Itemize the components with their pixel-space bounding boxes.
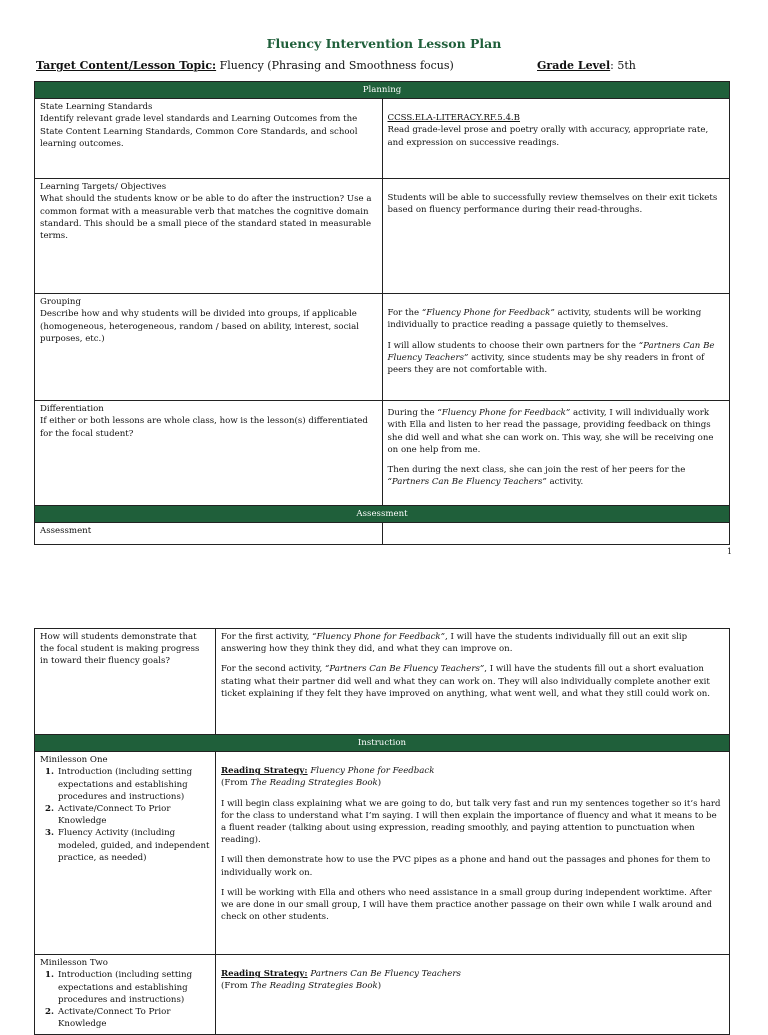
text-run: , I will have the students individually fill out an exit slip answering how they think they did, and what they can improve on. [221,632,688,655]
text-run: activity, I will individually work with Ella and listen to her read the passage, providing feedback on things she did well and what she can work on. This way, she will be receiving one on one help from me. [387,408,714,455]
minilesson-one-label: Minilesson One [40,755,108,766]
targets-label-cell [35,179,383,294]
strategy-source [221,980,724,992]
minilesson-one-paragraph: I will then demonstrate how to use the PVC pipes as a phone and hand out the passages and phones for them to individually work on. [221,855,711,878]
minilesson-two-label-cell [35,955,216,1035]
minilesson-two-label: Minilesson Two [40,958,108,969]
text-run: ) [377,981,382,992]
grade-level: Grade Level: 5th [537,59,636,72]
strategy-name: Fluency Phone for Feedback [310,766,435,777]
assessment-content [382,523,730,545]
standard-code-link[interactable]: CCSS.ELA-LITERACY.RF.5.4.B [387,113,520,124]
standards-label-cell [35,99,383,179]
strategy-line [221,765,724,777]
demonstrate-paragraph-2 [221,663,724,700]
minilesson-two-steps [40,969,210,1030]
targets-text: Students will be able to successfully review themselves on their exit tickets based on fluency performance during their read-throughs. [387,193,718,216]
activity-name: “Fluency Phone for Feedback” [437,408,571,419]
text-run: ) [377,778,382,789]
minilesson-one-content [216,752,730,955]
standards-row [35,99,730,179]
text-run: activity, since students may be shy readers in front of peers they are not comfortable with. [387,352,705,376]
activity-name: “Partners Can Be Fluency Teachers” [387,477,547,488]
page-title: Fluency Intervention Lesson Plan [266,36,502,51]
planning-band-label: Planning [35,82,730,99]
grouping-content [382,294,730,401]
minilesson-one-steps [40,766,210,864]
step-item: 3. Fluency Activity (including modeled, guided, and independent practice, as needed) [57,827,210,864]
minilesson-one-row [35,752,730,955]
activity-name: “Fluency Phone for Feedback” [312,632,446,642]
text-run: During the [387,408,438,419]
topic-label: Target Content/Lesson Topic: [36,59,217,72]
text-run: , I will have the students fill out a short evaluation stating what their partner did well and what they can work on. They will also individually complete another exit ticket explaining if they felt they have improved on anything, what went well, and what they still could work on. [221,664,711,699]
differentiation-content [382,401,730,506]
targets-label: Learning Targets/ Objectives [40,182,167,193]
differentiation-label: Differentiation [40,404,104,415]
text-run: activity. [546,477,584,488]
standard-text: Read grade-level prose and poetry orally with accuracy, appropriate rate, and expression on successive readings. [387,125,709,148]
minilesson-one-label-cell [35,752,216,955]
standards-content [382,99,730,179]
grouping-paragraph-2 [388,340,725,377]
step-item: 2. Activate/Connect To Prior Knowledge [57,803,210,827]
minilesson-one-paragraph: I will begin class explaining what we are going to do, but talk very fast and run my sentences together so it’s hard for the class to understand what I’m saying. I will then explain the importance of fluency and what it means to be a fluent reader (talking about using expression, reading smoothly, and paying attention to punctuation when reading). [221,798,721,846]
activity-name: “Partners Can Be Fluency Teachers” [324,664,485,675]
activity-name: “Fluency Phone for Feedback” [421,308,555,319]
planning-table [34,81,730,545]
assessment-label: Assessment [35,523,383,545]
differentiation-paragraph-2 [388,464,725,488]
text-run: For the second activity, [221,664,325,675]
targets-content [382,179,730,294]
grouping-desc: Describe how and why students will be divided into groups, if applicable (homogeneous, heterogeneous, random / based on ability, interest, social purposes, etc.) [40,309,360,344]
differentiation-label-cell [35,401,383,506]
minilesson-two-content [216,955,730,1035]
book-title: The Reading Strategies Book [250,778,378,789]
demonstrate-label: How will students demonstrate that the focal student is making progress in toward their fluency goals? [35,629,216,735]
text-run: I will allow students to choose their own partners for the [387,340,639,351]
differentiation-paragraph-1 [388,407,725,456]
text-run: activity, students will be working individually to practice reading a passage quietly to themselves. [387,308,702,331]
instruction-band [35,735,730,752]
differentiation-row [35,401,730,506]
grouping-label: Grouping [40,297,81,308]
targets-desc: What should the students know or be able to do after the instruction? Use a common format with a measurable verb that matches the cognitive domain standard. This should be a small piece of the standard stated in measurable terms. [40,194,372,242]
standards-label: State Learning Standards [40,102,153,113]
strategy-name: Partners Can Be Fluency Teachers [310,969,461,980]
text-run: (From [221,778,251,789]
strategy-label: Reading Strategy: [221,766,308,777]
assessment-band [35,506,730,523]
grouping-paragraph-1 [388,307,725,331]
assessment-band-label: Assessment [35,506,730,523]
grade-label: Grade Level [537,59,611,72]
step-item: 1. Introduction (including setting expectations and establishing procedures and instructions) [57,969,210,1006]
standards-desc: Identify relevant grade level standards and Learning Outcomes from the State Content Learning Standards, Common Core Standards, and school learning outcomes. [40,114,358,149]
activity-name: “Partners Can Be Fluency Teachers” [387,340,715,363]
minilesson-two-row [35,955,730,1035]
grouping-label-cell [35,294,383,401]
text-run: Then during the next class, she can join the rest of her peers for the [387,465,686,476]
minilesson-one-paragraph: I will be working with Ella and others who need assistance in a small group during independent worktime. After we are done in our small group, I will have them practice another passage on their own while I walk around and check on other students. [221,887,713,923]
demonstrate-paragraph-1 [221,631,724,655]
grade-value: 5th [617,59,636,72]
step-item: 2. Activate/Connect To Prior Knowledge [57,1006,210,1030]
text-run: For the first activity, [221,632,313,642]
book-title: The Reading Strategies Book [250,981,378,992]
demonstrate-content [216,629,730,735]
text-run: For the [387,308,422,319]
step-item: 1. Introduction (including setting expectations and establishing procedures and instructions) [57,766,210,803]
demonstrate-row [35,629,730,735]
strategy-label: Reading Strategy: [221,969,308,980]
text-run: (From [221,981,251,992]
strategy-source [221,777,724,789]
topic-value: Fluency (Phrasing and Smoothness focus) [219,59,454,72]
planning-band [35,82,730,99]
grouping-row [35,294,730,401]
topic-line [36,59,736,72]
assessment-row [35,523,730,545]
page-number: 1 [727,547,733,556]
strategy-line [221,968,724,980]
instruction-table [34,628,730,1035]
differentiation-desc: If either or both lessons are whole class, how is the lesson(s) differentiated for the focal student? [40,416,368,439]
targets-row [35,179,730,294]
instruction-band-label: Instruction [35,735,730,752]
